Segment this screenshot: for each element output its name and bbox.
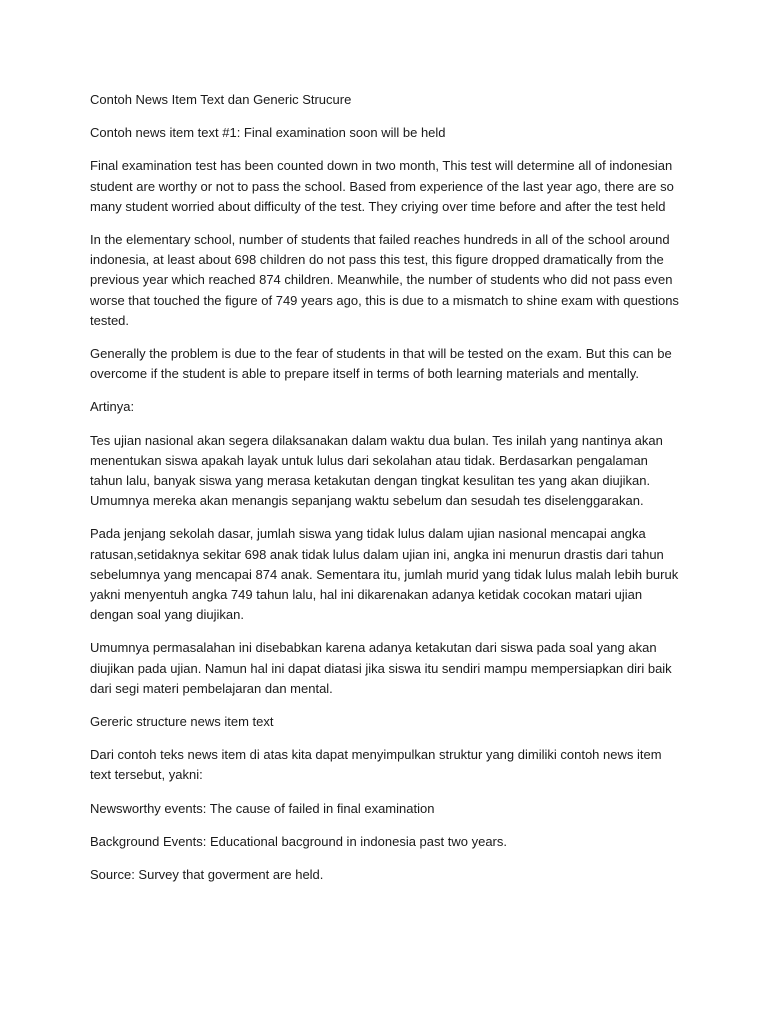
structure-item-background: Background Events: Educational bacground in indonesia past two years.: [90, 833, 507, 849]
document-title: Contoh News Item Text dan Generic Strucure: [90, 92, 352, 107]
structure-heading: Gereric structure news item text: [90, 714, 274, 730]
structure-item-newsworthy: Newsworthy events: The cause of failed in final examination: [90, 800, 435, 816]
paragraph-id-3: Umumnya permasalahan ini disebabkan karena adanya ketakutan dari siswa pada soal yang akan diujikan pada ujian. Namun hal ini dapat diatasi jika siswa itu sendiri mampu mempersiapkan diri baik dari segi materi pembelajaran dan mental.: [90, 640, 672, 696]
structure-intro: Dari contoh teks news item di atas kita dapat menyimpulkan struktur yang dimiliki contoh news item text tersebut, yakni:: [90, 747, 662, 783]
paragraph-en-1: Final examination test has been counted down in two month, This test will determine all of indonesian student are worthy or not to pass the school. Based from experience of the last year ago, there are so many student worried about difficulty of the test. They criying over time before and after the test held: [90, 158, 674, 214]
example-subtitle: Contoh news item text #1: Final examination soon will be held: [90, 125, 446, 141]
translation-label: Artinya:: [90, 399, 135, 415]
document-page: [90, 90, 680, 898]
paragraph-en-2: In the elementary school, number of students that failed reaches hundreds in all of the school around indonesia, at least about 698 children do not pass this test, this figure dropped dramatically from the previous year which reached 874 children. Meanwhile, the number of students who did not pass even worse that touched the figure of 749 years ago, this is due to a mismatch to shine exam with questions tested.: [90, 232, 679, 328]
paragraph-en-3: Generally the problem is due to the fear of students in that will be tested on the exam. But this can be overcome if the student is able to prepare itself in terms of both learning materials and mentally.: [90, 346, 672, 382]
structure-item-source: Source: Survey that goverment are held.: [90, 867, 324, 883]
paragraph-id-1: Tes ujian nasional akan segera dilaksanakan dalam waktu dua bulan. Tes inilah yang nantinya akan menentukan siswa apakah layak untuk lulus dari sekolahan atau tidak. Berdasarkan pengalaman tahun lalu, banyak siswa yang merasa ketakutan dengan tingkat kesulitan tes yang akan diujikan. Umumnya mereka akan menangis sepanjang waktu sebelum dan sesudah tes diselenggarakan.: [90, 432, 663, 509]
paragraph-id-2: Pada jenjang sekolah dasar, jumlah siswa yang tidak lulus dalam ujian nasional mencapai angka ratusan,setidaknya sekitar 698 anak tidak lulus dalam ujian ini, angka ini menurun drastis dari tahun sebelumnya yang mencapai 874 anak. Sementara itu, jumlah murid yang tidak lulus malah lebih buruk yakni menyentuh angka 749 tahun lalu, hal ini dikarenakan adanya ketidak cocokan matari ujian dengan soal yang diujikan.: [90, 526, 679, 623]
